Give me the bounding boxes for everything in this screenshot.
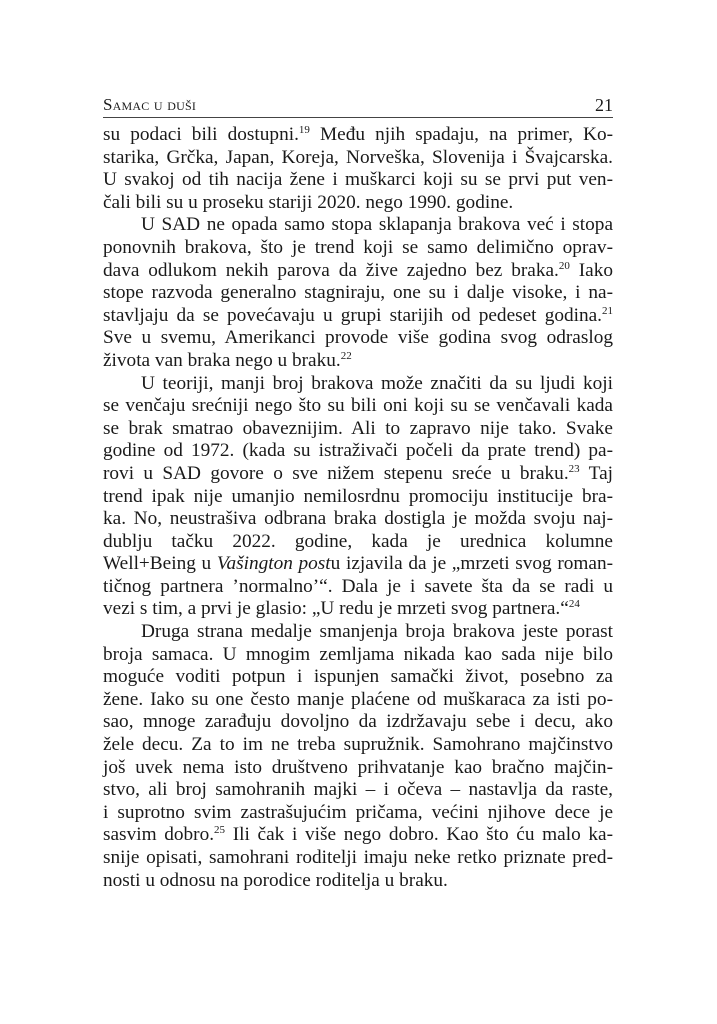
text-line: U svakoj od tih nacija žene i muškarci koji su se prvi put ven-	[103, 169, 613, 191]
text-line: tičnog partnera ’normalno’“. Dala je i savete šta da se radi u	[103, 575, 613, 597]
text-line: su podaci bili dostupni.$^{19}$ Među njih spadaju, na primer, Ko-	[103, 124, 614, 145]
footnote-ref[interactable]: 24	[568, 598, 580, 611]
text-line: još uvek nema isto društveno prihvatanje kao bračno majčin-	[103, 756, 613, 778]
text-line: života van braka nego u braku.$^{22}$	[103, 349, 352, 371]
text-line: dublju tačku 2022. godine, kada je urednica kolumne	[103, 530, 613, 552]
text-line: sao, mnoge zarađuju dovoljno da izdržavaju sebe i decu, ako	[103, 711, 613, 733]
text-line: moguće voditi potpun i ispunjen samački život, posebno za	[103, 666, 613, 688]
text-line: žene. Iako su one često manje plaćene od muškaraca za isti po-	[103, 688, 613, 710]
book-page	[103, 92, 613, 892]
text-line: dava odlukom nekih parova da žive zajedno bez braka.$^{20}$ Iako	[103, 259, 613, 281]
text-line: ponovnih brakova, što je trend koji se samo delimično oprav-	[103, 236, 613, 258]
text-line: stavljaju da se povećavaju u grupi starijih od pedeset godina.$^{21}$	[103, 304, 613, 326]
paragraph-3	[103, 373, 613, 622]
text-line: Sve u svemu, Amerikanci provode više godina svog odraslog	[103, 327, 613, 349]
text-line: Well+Being u Vašington postu izjavila da je „mrzeti svog roman-	[103, 553, 613, 575]
text-line: žele decu. Za to im ne treba supružnik. Samohrano majčinstvo	[103, 734, 613, 756]
footnote-ref[interactable]: 21	[602, 304, 613, 317]
text-line: i suprotno svim zastrašujućim pričama, većini njihove dece je	[103, 801, 613, 823]
text-line: se venčaju srećniji nego što su bili oni koji su se venčavali kada	[103, 395, 613, 417]
running-title: Samac u duši	[103, 95, 197, 114]
paragraph-2	[103, 214, 613, 372]
text-line: Druga strana medalje smanjenja broja brakova jeste porast	[141, 621, 613, 643]
text-line: sasvim dobro.$^{25}$ Ili čak i više nego dobro. Kao što ću malo ka-	[103, 824, 614, 846]
publication-title: Vašington post	[216, 553, 331, 575]
page-number: 21	[595, 95, 613, 115]
text-line: stope razvoda generalno stagniraju, one su i dalje visoke, i na-	[103, 282, 613, 304]
text-line: se brak smatrao obaveznijim. Ali to zapravo nije tako. Svake	[103, 417, 613, 439]
text-line: godine od 1972. (kada su istraživači počeli da prate trend) pa-	[103, 440, 613, 462]
running-header	[103, 92, 613, 118]
footnote-ref[interactable]: 25	[214, 824, 226, 837]
text-line: snije opisati, samohrani roditelji imaju neke retko priznate pred-	[103, 847, 613, 868]
text-line: čali bili su u proseku stariji 2020. nego 1990. godine.	[103, 191, 514, 213]
footnote-ref[interactable]: 19	[298, 124, 310, 136]
footnote-ref[interactable]: 23	[568, 462, 580, 475]
body-text	[103, 124, 613, 892]
paragraph-1	[103, 124, 613, 214]
text-line: starika, Grčka, Japan, Koreja, Norveška, Slovenija i Švajcarska.	[103, 146, 613, 168]
text-line: ka. No, neustrašiva odbrana braka dostigla je možda svoju naj-	[103, 508, 613, 530]
paragraph-4	[103, 621, 613, 892]
text-line: rovi u SAD govore o sve nižem stepenu sreće u braku.$^{23}$ Taj	[103, 462, 613, 484]
text-line: trend ipak nije umanjio nemilosrdnu promociju institucije bra-	[103, 485, 613, 507]
footnote-ref[interactable]: 20	[558, 259, 570, 272]
text-line: broja samaca. U mnogim zemljama nikada kao sada nije bilo	[103, 643, 613, 665]
footnote-ref[interactable]: 22	[340, 349, 352, 362]
text-line: nosti u odnosu na porodice roditelja u braku.	[103, 869, 448, 891]
text-line: U SAD ne opada samo stopa sklapanja brakova već i stopa	[141, 214, 613, 236]
text-line: stvo, ali broj samohranih majki – i očeva – nastavlja da raste,	[103, 779, 613, 801]
text-line: U teoriji, manji broj brakova može značiti da su ljudi koji	[141, 372, 613, 394]
text-line: vezi s tim, a prvi je glasio: „U redu je mrzeti svog partnera.“$^{24}$	[103, 598, 580, 620]
